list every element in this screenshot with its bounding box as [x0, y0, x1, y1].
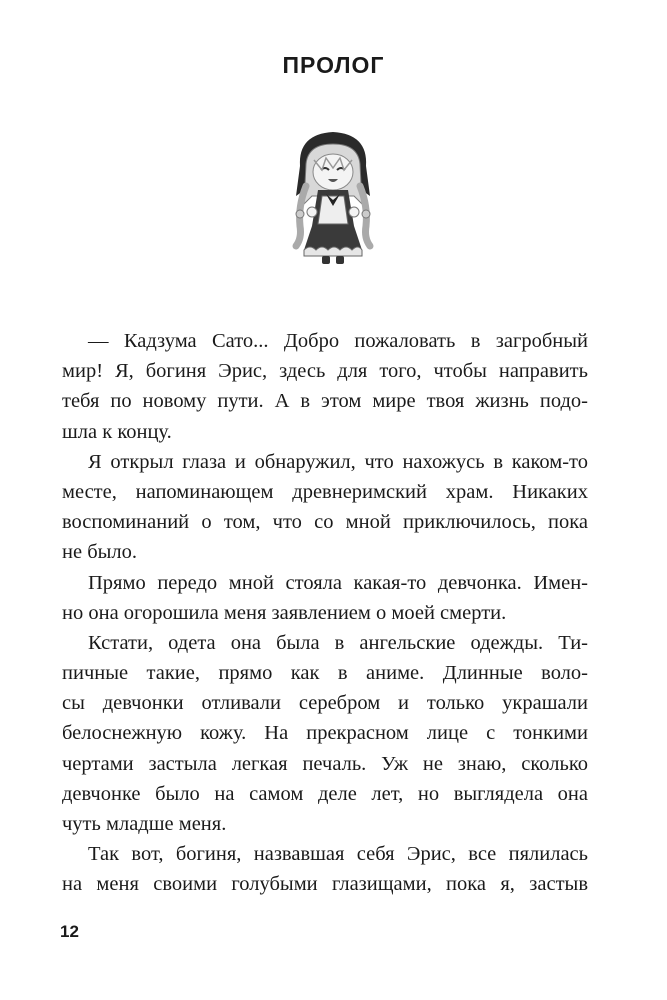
text-line: тебя по новому пути. А в этом мире твоя жизнь подо- [62, 390, 588, 413]
text-line: пичные такие, прямо как в аниме. Длинные воло- [62, 662, 588, 685]
text-line: Прямо передо мной стояла какая-то девчонка. Имен- [88, 571, 588, 594]
text-line: на меня своими голубыми глазищами, пока я, застыв [62, 873, 588, 896]
paragraph-2 [62, 447, 588, 568]
page-number: 12 [60, 922, 79, 941]
text-line: чертами застыла легкая печаль. Уж не знаю, сколько [62, 752, 588, 775]
text-line: воспоминаний о том, что со мной приключилось, пока [62, 511, 588, 534]
text-line: мир! Я, богиня Эрис, здесь для того, чтобы направить [62, 360, 588, 383]
paragraph-3 [62, 568, 588, 628]
text-line: шла к концу. [62, 420, 172, 443]
text-line: Кстати, одета она была в ангельские одежды. Ти- [88, 631, 588, 654]
body-text [62, 326, 588, 900]
text-line: Так вот, богиня, назвавшая себя Эрис, все пялилась [88, 843, 588, 866]
paragraph-4 [62, 628, 588, 839]
paragraph-5 [62, 839, 588, 899]
chapter-title: ПРОЛОГ [282, 52, 385, 78]
text-line: девчонке было на самом деле лет, но выглядела она [62, 782, 588, 805]
text-line: сы девчонки отливали серебром и только украшали [62, 692, 588, 715]
text-line: белоснежную кожу. На прекрасном лице с тонкими [62, 722, 588, 745]
text-line: но она огорошила меня заявлением о моей смерти. [62, 601, 507, 624]
text-line: Я открыл глаза и обнаружил, что нахожусь в каком-то [88, 450, 588, 473]
text-line: — Кадзума Сато... Добро пожаловать в загробный [88, 330, 588, 352]
text-line: не было. [62, 541, 138, 564]
chibi-goddess-illustration [270, 126, 396, 266]
text-line: месте, напоминающем древнеримский храм. Никаких [62, 480, 588, 503]
text-line: чуть младше меня. [62, 813, 227, 835]
paragraph-1 [62, 326, 588, 447]
